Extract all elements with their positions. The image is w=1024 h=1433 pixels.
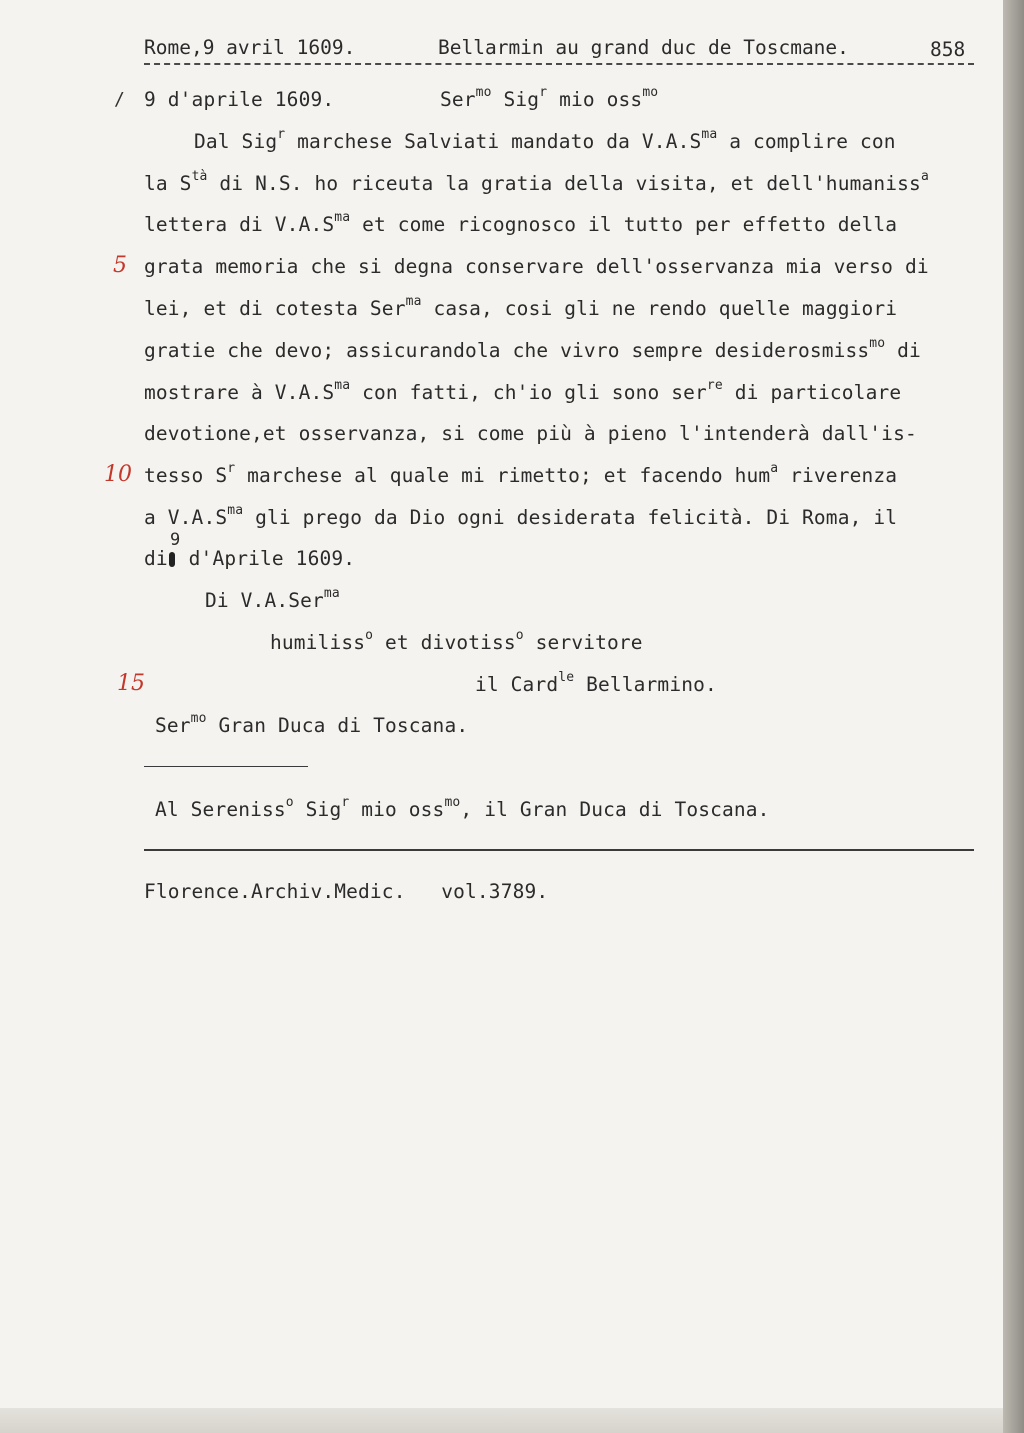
margin-number-1: / [114,89,125,110]
letter-closing-2: humiliss$^o$ et divotiss$^o$ servitore [270,627,643,654]
letter-line-7: mostrare à $V.A.S^{ma}$ con fatti, ch'io gli sono ser$^{re}$ di particolare [144,377,902,404]
letter-line-4: grata memoria che si degna conservare dell'osservanza mia verso di [144,255,929,278]
page-number: 858 [930,38,966,61]
letter-line-11: di d'Aprile 1609. [144,547,356,570]
inserted-day-digit: 9 [170,530,181,550]
letter-line-5: lei, et di cotesta Ser$^{ma}$ casa, cosi gli ne rendo quelle maggiori [144,293,898,320]
letter-line-10: a $V.A.S^{ma}$ gli prego da Dio ogni desiderata felicità. Di Roma, il [144,502,898,529]
header-place-date: Rome,9 avril 1609. [144,36,356,59]
margin-number-15: 15 [117,671,145,696]
archive-source: Florence.Archiv.Medic. vol.3789. [144,880,549,903]
letter-salutation: Ser$^{mo}$ Sig$^r$ mio oss$^{mo}$ [440,84,659,111]
margin-number-10: 10 [104,462,132,487]
letter-addressee: Ser$^{mo}$ Gran Duca di Toscana. [155,710,469,737]
ink-blot [169,552,175,567]
scan-edge-shadow [1003,0,1024,1433]
margin-number-5: 5 [113,253,127,278]
letter-line-6: gratie che devo; assicurandola che vivro sempre desiderosmiss$^{mo}$ di [144,335,921,362]
letter-line-1: Dal Sig$^r$ marchese Salviati mandato da $V.A.S^{ma}$ a complire con [194,126,896,153]
letter-date-line: 9 d'aprile 1609. [144,88,335,111]
header-title: Bellarmin au grand duc de Toscmane. [438,36,849,59]
letter-line-9: tesso $S^r$ marchese al quale mi rimetto; et facendo hum$^a$ riverenza [144,460,898,487]
footer-rule [144,849,974,851]
header-rule [144,63,974,65]
letter-signature: il Card$^{le}$ Bellarmino. [475,669,717,696]
letter-line-3: lettera di $V.A.S^{ma}$ et come ricognosco il tutto per effetto della [144,209,898,236]
address-line: Al Sereniss$^o$ Sig$^r$ mio oss$^{mo}$, il Gran Duca di Toscana. [155,794,770,821]
letter-closing-1: Di V.A.Ser$^{ma}$ [205,585,340,612]
short-separator [144,766,308,767]
letter-line-2: la $S^{tà}$ di N.S. ho riceuta la gratia della visita, et dell'humaniss$^a$ [144,168,929,195]
letter-line-8: devotione,et osservanza, si come più à pieno l'intenderà dall'is- [144,422,917,445]
scan-bottom-edge [0,1408,1003,1433]
